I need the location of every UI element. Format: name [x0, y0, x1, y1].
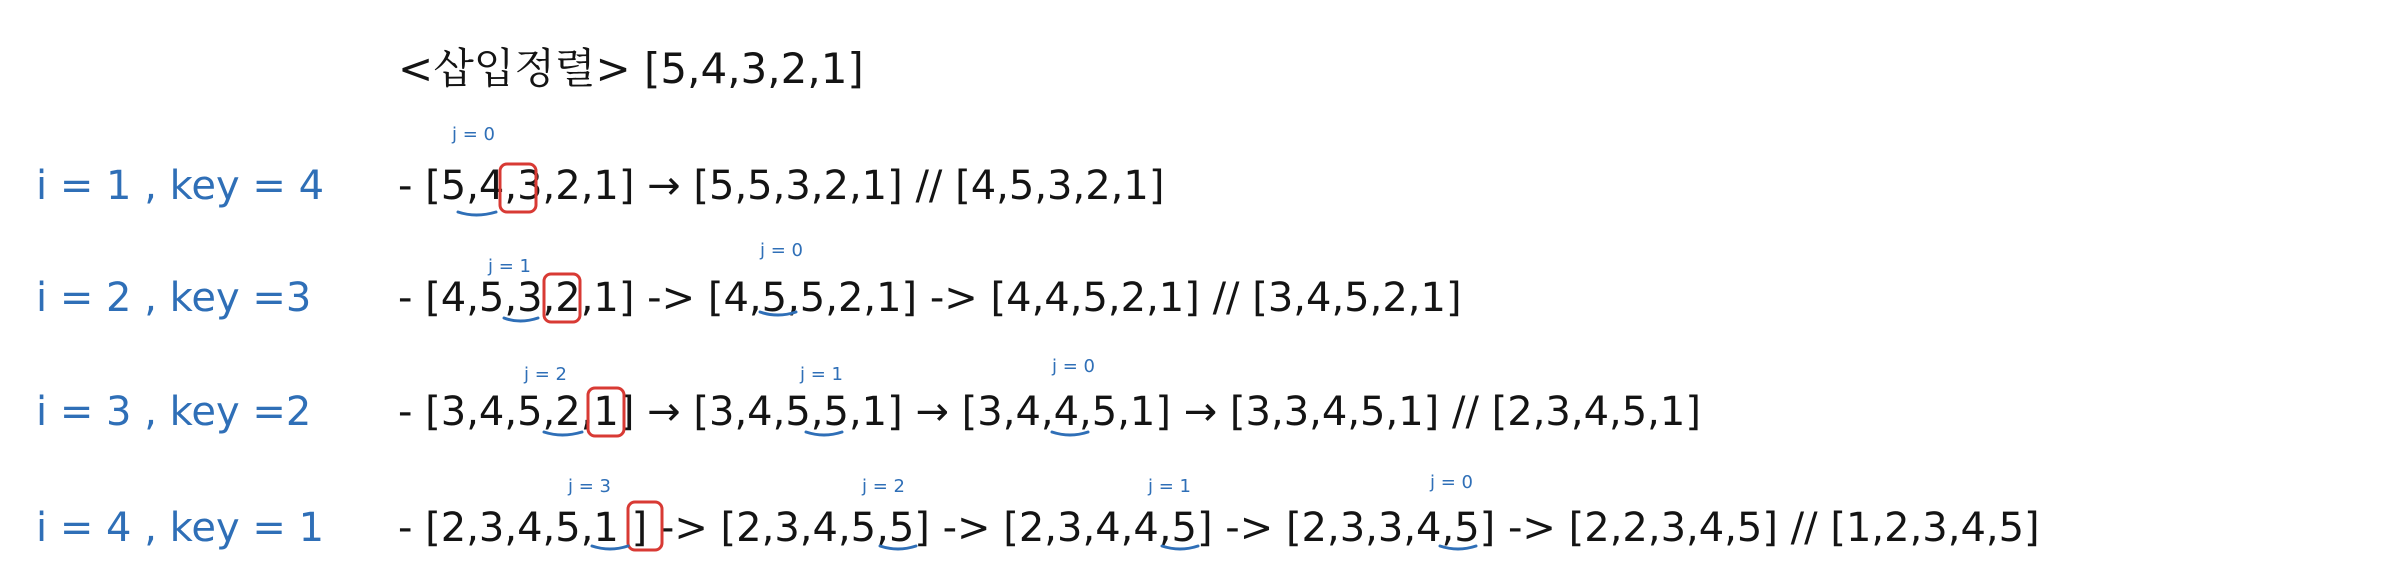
row-2-j-note-1: j = 1 [488, 256, 531, 277]
row-1-sequence: - [5,4,3,2,1] → [5,5,3,2,1] // [4,5,3,2,1] [398, 163, 1165, 209]
j-underline-mark [544, 432, 582, 435]
row-3-label: i = 3 , key =2 [36, 389, 312, 435]
row-1-label: i = 1 , key = 4 [36, 163, 325, 209]
key-highlight-box [500, 164, 536, 212]
row-3-j-note-2: j = 1 [800, 364, 843, 385]
row-4-label: i = 4 , key = 1 [36, 505, 325, 551]
row-3-j-note-3: j = 0 [1052, 356, 1095, 377]
row-2-j-note-2: j = 0 [760, 240, 803, 261]
key-highlight-box [588, 388, 624, 436]
j-underline-mark [1052, 432, 1088, 435]
row-2-sequence: - [4,5,3,2,1] -> [4,5,5,2,1] -> [4,4,5,2,1] // [3,4,5,2,1] [398, 275, 1462, 321]
j-underline-mark [458, 212, 496, 215]
row-4-j-note-1: j = 3 [568, 476, 611, 497]
row-4-j-note-2: j = 2 [862, 476, 905, 497]
j-underline-mark [760, 312, 796, 315]
j-underline-mark [504, 318, 538, 321]
row-2-label: i = 2 , key =3 [36, 275, 312, 321]
row-4-j-note-3: j = 1 [1148, 476, 1191, 497]
key-highlight-box [544, 274, 580, 322]
j-underline-mark [1162, 546, 1198, 549]
row-4-sequence: - [2,3,4,5,1 ] -> [2,3,4,5,5] -> [2,3,4,4,5] -> [2,3,3,4,5] -> [2,2,3,4,5] // [1,2,3,4,5] [398, 505, 2040, 551]
row-1-j-note-1: j = 0 [452, 124, 495, 145]
j-underline-mark [806, 432, 842, 435]
j-underline-mark [1440, 546, 1476, 549]
row-3-j-note-1: j = 2 [524, 364, 567, 385]
row-4-j-note-4: j = 0 [1430, 472, 1473, 493]
page-title: <삽입정렬> [5,4,3,2,1] [398, 44, 864, 93]
j-underline-mark [880, 546, 916, 549]
j-underline-mark [592, 546, 628, 549]
row-3-sequence: - [3,4,5,2,1] → [3,4,5,5,1] → [3,4,4,5,1] → [3,3,4,5,1] // [2,3,4,5,1] [398, 389, 1701, 435]
key-highlight-box [628, 502, 662, 550]
